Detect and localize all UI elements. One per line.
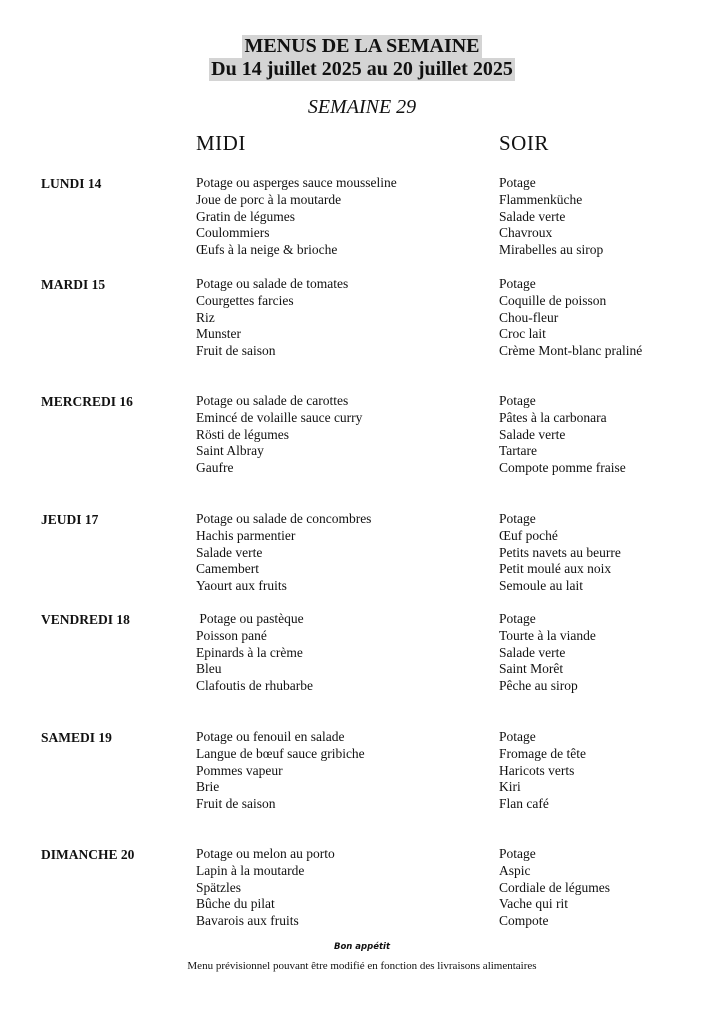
menu-item: Joue de porc à la moutarde [196,191,342,207]
menu-item: Salade verte [499,644,566,660]
day-name: MERCREDI 16 [41,394,133,409]
menu-item: Potage ou salade de tomates [196,276,349,291]
menu-item: Compote pomme fraise [499,460,626,476]
menu-item: Fruit de saison [196,796,276,812]
midi-menu-list [196,511,371,595]
midi-menu-list [196,393,362,477]
menu-date-range: Du 14 juillet 2025 au 20 juillet 2025 [211,58,513,80]
menu-item: Flan café [499,796,549,812]
menu-item: Flammenküche [499,191,583,207]
menu-item: Coulommiers [196,225,270,241]
menu-item: Chou-fleur [499,309,559,325]
menu-item: Hachis parmentier [196,527,296,543]
menu-item: Potage [499,276,536,291]
menu-item: Potage [499,611,536,626]
midi-menu-list [196,846,335,930]
day-name: SAMEDI 19 [41,730,112,745]
menu-item: Vache qui rit [499,896,568,912]
menu-item: Gaufre [196,460,234,476]
bon-appetit-text: Bon appétit [333,942,391,952]
menu-title: MENUS DE LA SEMAINE [244,35,480,57]
menu-item: Bûche du pilat [196,896,275,912]
menu-item: Spätzles [196,879,241,895]
soir-menu-list [499,511,621,595]
menu-item: Potage [499,729,536,744]
menu-item: Haricots verts [499,762,575,778]
menu-item: Petits navets au beurre [499,544,621,560]
menu-item: Bavarois aux fruits [196,913,299,929]
menu-item: Saint Morêt [499,661,564,677]
menu-item: Crème Mont-blanc praliné [499,343,643,359]
menu-item: Semoule au lait [499,578,583,594]
menu-item: Potage [499,175,536,190]
menu-item: Riz [196,309,215,325]
menu-item: Yaourt aux fruits [196,578,287,594]
menu-item: Potage ou melon au porto [196,846,335,861]
menu-item: Fruit de saison [196,343,276,359]
menu-item: Clafoutis de rhubarbe [196,678,313,694]
menu-item: Potage [499,846,536,861]
menu-item: Petit moulé aux noix [499,561,612,577]
soir-menu-list [499,276,642,360]
menu-item: Bleu [196,661,222,677]
menu-item: Potage [499,511,536,526]
menu-item: Aspic [499,862,531,878]
menu-item: Œufs à la neige & brioche [196,242,338,258]
menu-item: Potage ou asperges sauce mousseline [196,175,397,190]
menu-item: Courgettes farcies [196,292,294,308]
menu-item: Saint Albray [196,443,264,459]
day-name: LUNDI 14 [41,176,102,191]
midi-menu-list [196,276,348,360]
menu-item: Tourte à la viande [499,627,596,643]
midi-menu-list [196,611,313,695]
menu-item: Croc lait [499,326,546,342]
menu-item: Tartare [499,443,538,459]
midi-menu-list [196,175,397,259]
menu-item: Potage ou pastèque [196,611,304,626]
menu-item: Salade verte [499,426,566,442]
day-name: DIMANCHE 20 [41,847,135,862]
menu-item: Coquille de poisson [499,292,607,308]
menu-item: Potage ou salade de concombres [196,511,372,526]
menu-item: Gratin de légumes [196,208,295,224]
menu-item: Pâtes à la carbonara [499,409,607,425]
day-name: VENDREDI 18 [41,612,130,627]
day-name: MARDI 15 [41,277,106,292]
menu-item: Mirabelles au sirop [499,242,604,258]
week-number: SEMAINE 29 [307,96,417,118]
menu-item: Potage ou fenouil en salade [196,729,345,744]
menu-item: Camembert [196,561,259,577]
menu-item: Lapin à la moutarde [196,862,305,878]
column-header-midi: MIDI [196,131,246,155]
midi-menu-list [196,729,365,813]
soir-menu-list [499,611,596,695]
soir-menu-list [499,175,603,259]
menu-item: Langue de bœuf sauce gribiche [196,745,365,761]
menu-item: Munster [196,326,241,342]
disclaimer-note: Menu prévisionnel pouvant être modifié en fonction des livraisons alimentaires [187,960,537,972]
menu-item: Œuf poché [499,527,558,543]
menu-item: Pêche au sirop [499,678,578,694]
menu-item: Poisson pané [196,627,267,643]
day-name: JEUDI 17 [41,512,99,527]
menu-item: Emincé de volaille sauce curry [196,409,363,425]
menu-item: Kiri [499,779,521,795]
menu-item: Chavroux [499,225,553,241]
soir-menu-list [499,846,610,930]
menu-item: Potage ou salade de carottes [196,393,349,408]
menu-item: Cordiale de légumes [499,879,610,895]
menu-item: Salade verte [196,544,263,560]
soir-menu-list [499,729,586,813]
soir-menu-list [499,393,626,477]
menu-item: Compote [499,913,549,929]
menu-item: Brie [196,779,220,795]
menu-item: Fromage de tête [499,745,586,761]
menu-item: Epinards à la crème [196,644,303,660]
menu-item: Pommes vapeur [196,762,283,778]
menu-item: Potage [499,393,536,408]
menu-item: Rösti de légumes [196,426,289,442]
menu-item: Salade verte [499,208,566,224]
column-header-soir: SOIR [499,131,549,155]
